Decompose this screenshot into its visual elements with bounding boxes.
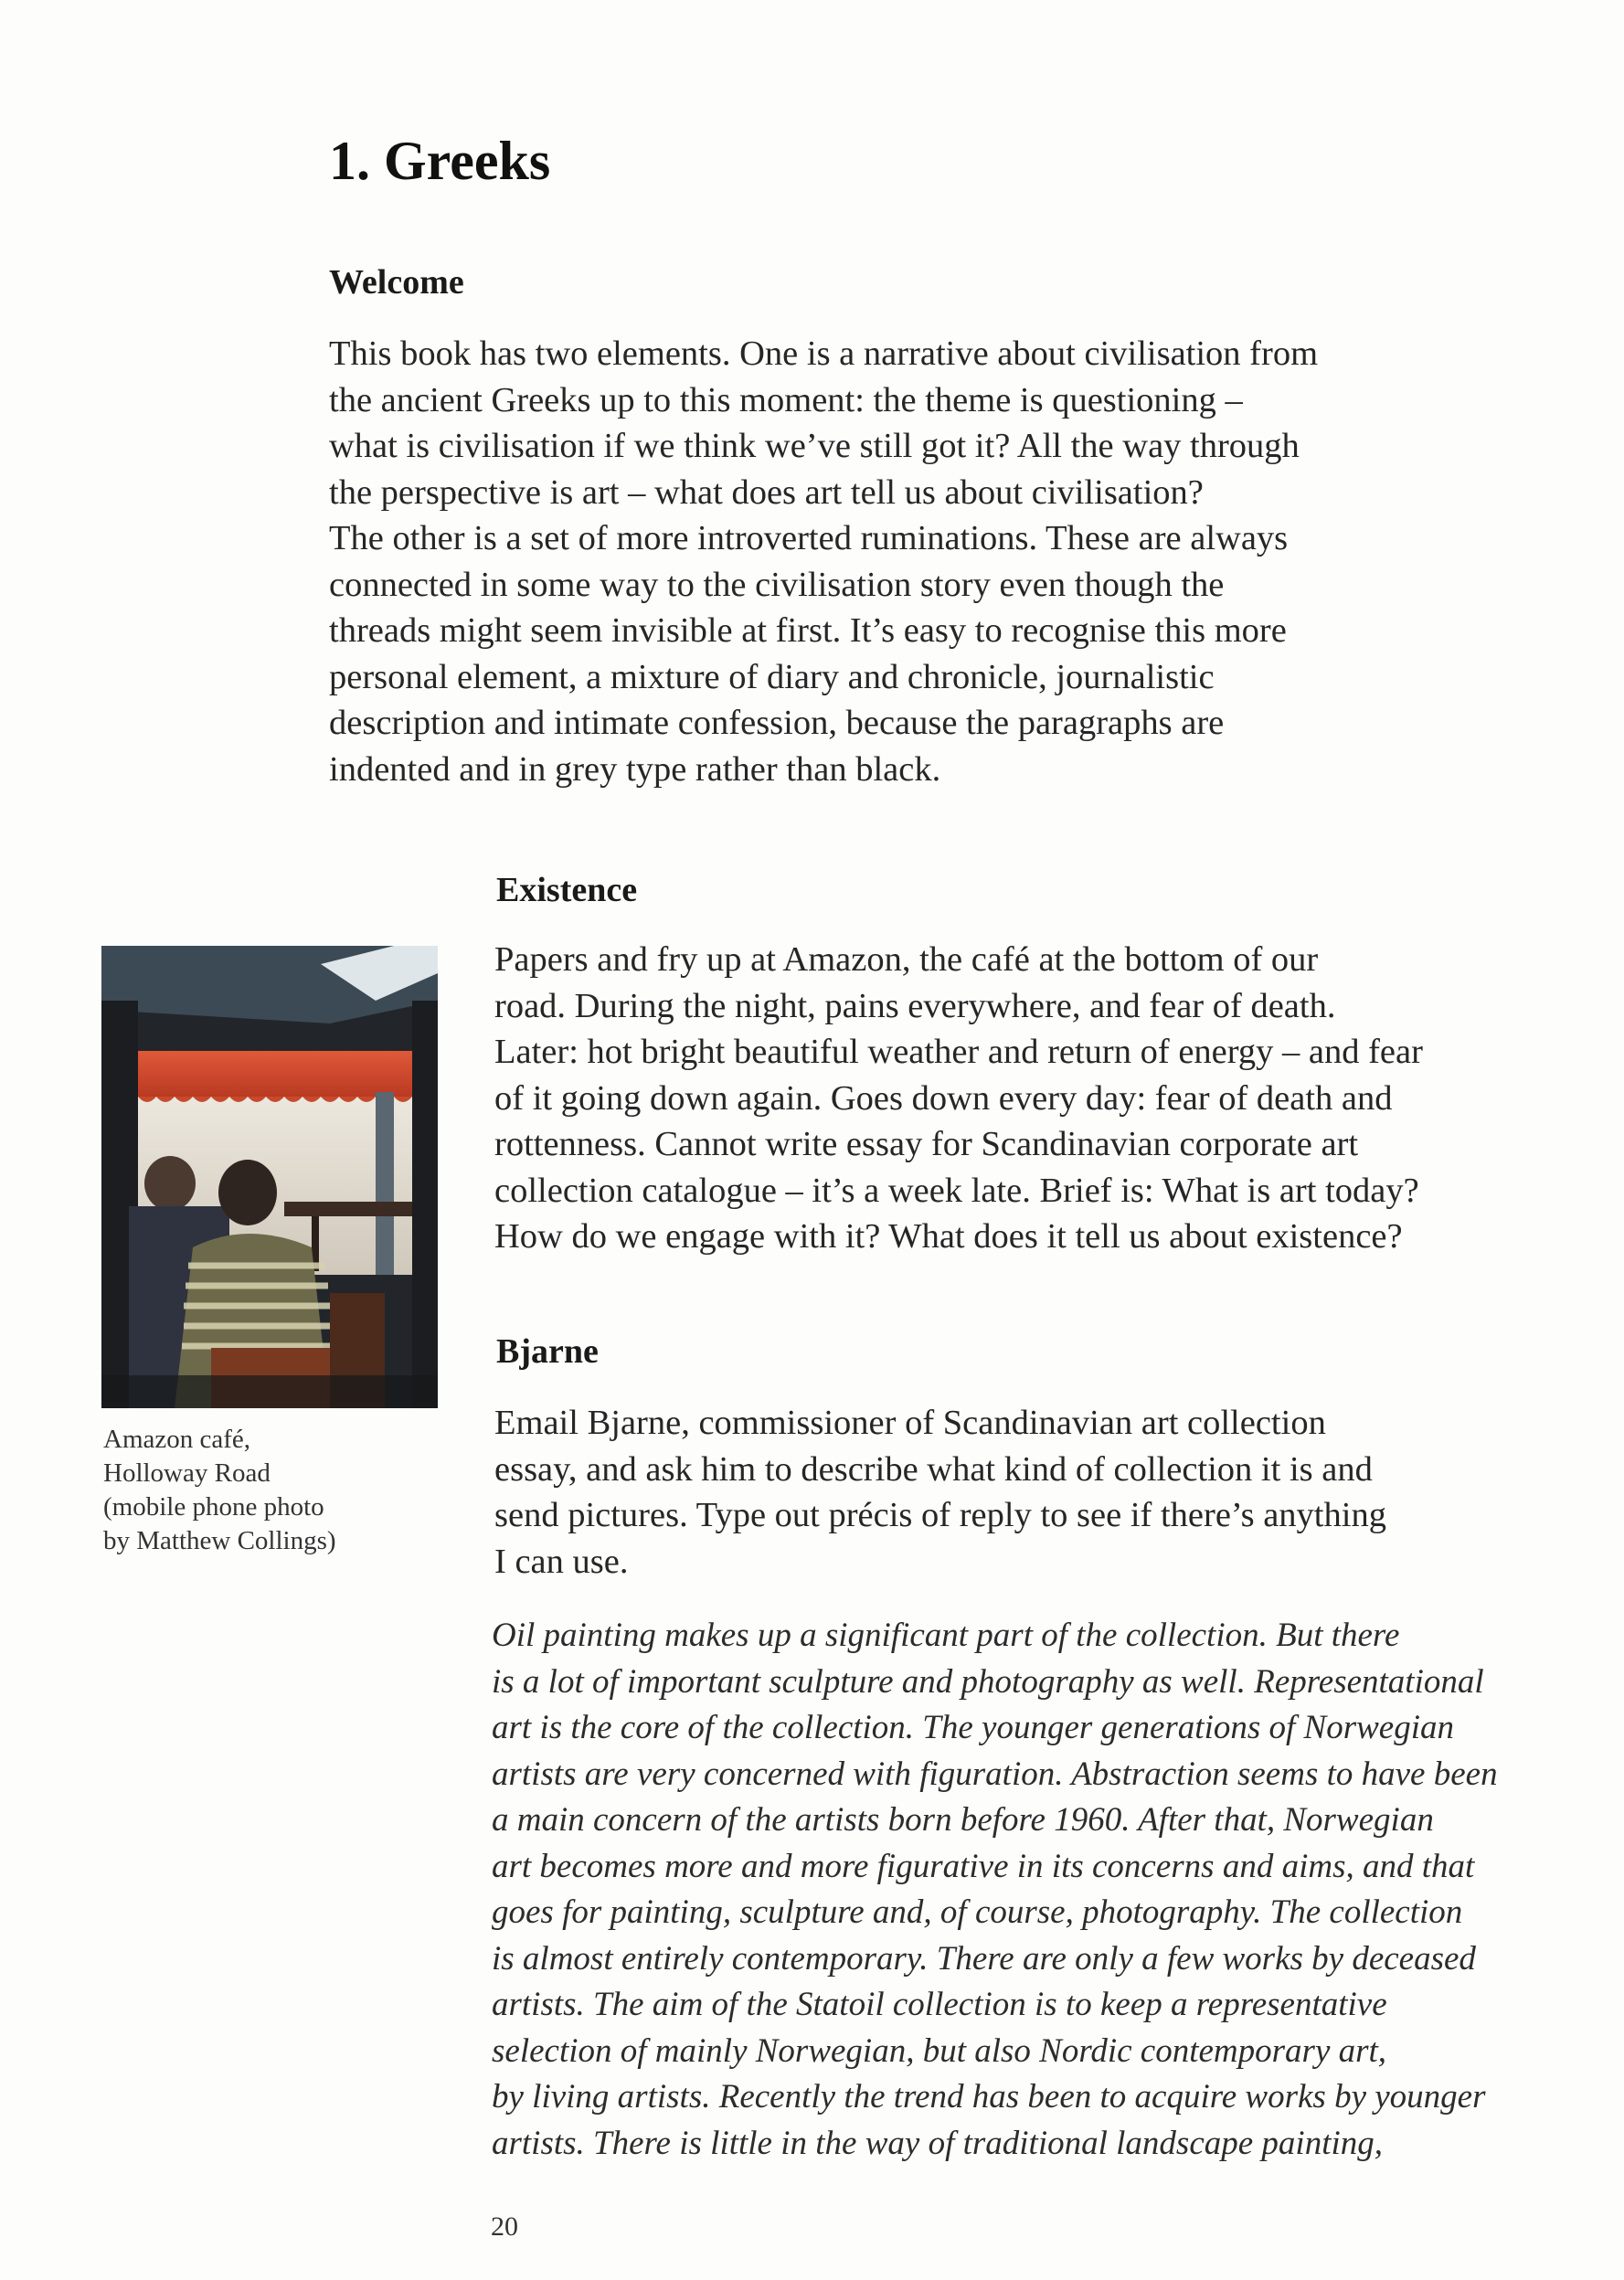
text-line: I can use.: [494, 1542, 629, 1581]
quote-line: selection of mainly Norwegian, but also Nordic contemporary art,: [492, 2031, 1387, 2070]
text-line: Papers and fry up at Amazon, the café at the bottom of our: [494, 940, 1319, 979]
text-line: essay, and ask him to describe what kind of collection it is and: [494, 1449, 1373, 1489]
quote-line: by living artists. Recently the trend has been to acquire works by younger: [492, 2078, 1486, 2116]
text-line: indented and in grey type rather than black.: [329, 749, 941, 789]
text-line: of it going down again. Goes down every day: fear of death and: [494, 1078, 1393, 1118]
quote-line: artists. There is little in the way of traditional landscape painting,: [492, 2124, 1384, 2162]
quote-line: art is the core of the collection. The younger generations of Norwegian: [492, 1709, 1454, 1746]
text-line: description and intimate confession, because the paragraphs are: [329, 704, 1225, 742]
quote-line: artists. The aim of the Statoil collection is to keep a representative: [492, 1986, 1387, 2023]
caption-line: Amazon café,: [103, 1425, 251, 1454]
welcome-heading: Welcome: [329, 263, 464, 302]
text-line: what is civilisation if we think we’ve still got it? All the way through: [329, 427, 1300, 465]
text-line: Email Bjarne, commissioner of Scandinavian art collection: [494, 1404, 1326, 1442]
page-number: 20: [491, 2211, 518, 2242]
text-line: How do we engage with it? What does it tell us about existence?: [494, 1217, 1403, 1256]
photo-caption: [103, 1423, 336, 1558]
welcome-paragraph: [329, 331, 1318, 792]
quote-line: Oil painting makes up a significant part of the collection. But there: [492, 1617, 1400, 1654]
bjarne-quote: [492, 1613, 1498, 2167]
text-line: connected in some way to the civilisation story even though the: [329, 565, 1225, 604]
text-line: Later: hot bright beautiful weather and return of energy – and fear: [494, 1033, 1423, 1071]
quote-line: is almost entirely contemporary. There are only a few works by deceased: [492, 1939, 1476, 1978]
caption-line: Holloway Road: [103, 1458, 271, 1488]
quote-line: artists are very concerned with figuration. Abstraction seems to have been: [492, 1755, 1498, 1793]
text-line: the perspective is art – what does art tell us about civilisation?: [329, 472, 1204, 512]
text-line: rottenness. Cannot write essay for Scandinavian corporate art: [494, 1125, 1359, 1163]
cafe-photo-illustration: [101, 946, 438, 1408]
quote-line: is a lot of important sculpture and photography as well. Representational: [492, 1662, 1484, 1701]
amazon-cafe-photo: [101, 946, 438, 1408]
text-line: The other is a set of more introverted ruminations. These are always: [329, 519, 1289, 557]
caption-line: (mobile phone photo: [103, 1492, 324, 1522]
text-line: threads might seem invisible at first. It’s easy to recognise this more: [329, 611, 1287, 650]
text-line: This book has two elements. One is a narrative about civilisation from: [329, 334, 1319, 373]
bjarne-paragraph: [494, 1400, 1386, 1585]
text-line: road. During the night, pains everywhere, and fear of death.: [494, 986, 1336, 1025]
text-line: personal element, a mixture of diary and chronicle, journalistic: [329, 657, 1215, 696]
quote-line: a main concern of the artists born before 1960. After that, Norwegian: [492, 1801, 1434, 1839]
existence-heading: Existence: [496, 871, 638, 909]
text-line: collection catalogue – it’s a week late. Brief is: What is art today?: [494, 1171, 1419, 1210]
quote-line: goes for painting, sculpture and, of course, photography. The collection: [492, 1893, 1463, 1931]
text-line: send pictures. Type out précis of reply to see if there’s anything: [494, 1496, 1386, 1534]
chapter-title: 1. Greeks: [329, 131, 551, 191]
text-line: the ancient Greeks up to this moment: the theme is questioning –: [329, 380, 1243, 419]
caption-line: by Matthew Collings): [103, 1526, 336, 1555]
bjarne-heading: Bjarne: [496, 1332, 599, 1371]
quote-line: art becomes more and more figurative in its concerns and aims, and that: [492, 1847, 1475, 1885]
existence-paragraph: [494, 937, 1423, 1260]
